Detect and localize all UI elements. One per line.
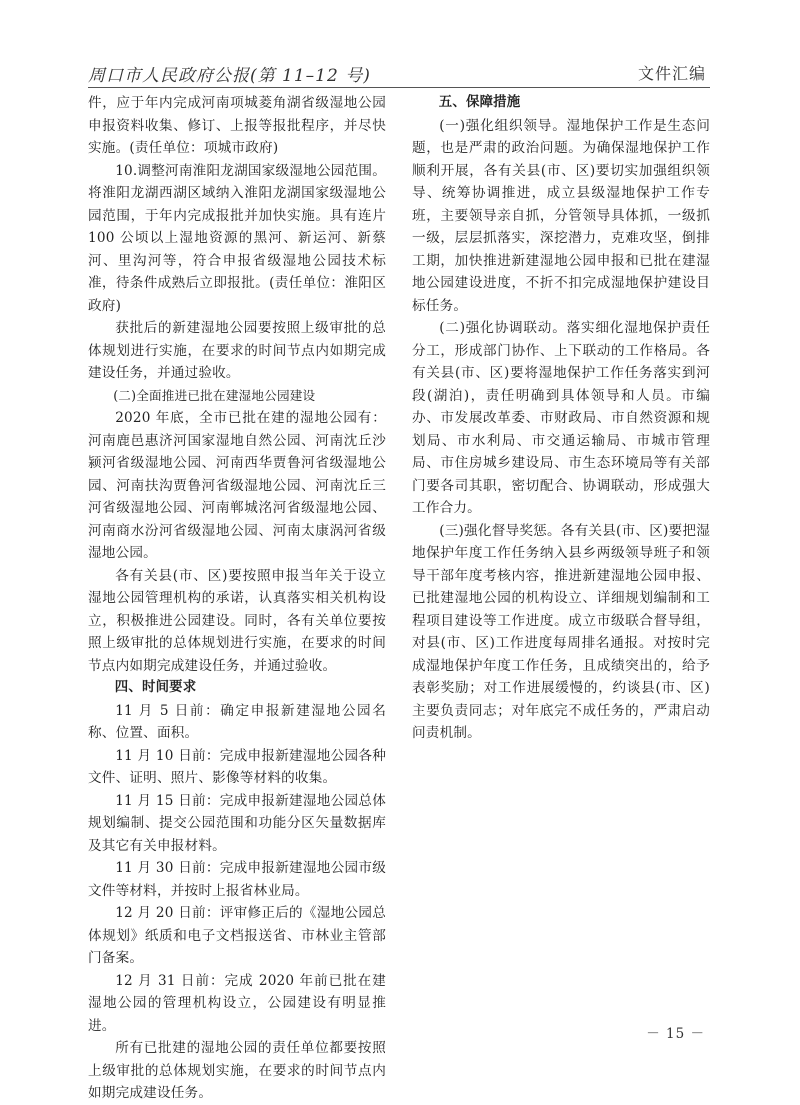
gazette-title: 周口市人民政府公报(第 11–12 号) [88, 66, 371, 86]
paragraph: 10.调整河南淮阳龙湖国家级湿地公园范围。将淮阳龙湖西湖区域纳入淮阳龙湖国家级湿地公园范围，于年内完成报批并加快实施。具有连片 100 公顷以上湿地资源的黑河、新运河、新蔡河、里沟河等，符合申报省级湿地公园技术标准，待条件成熟后立即报批。(责任单位：淮阳区政府) [88, 162, 386, 314]
paragraph: 所有已批建的湿地公园的责任单位都要按照上级审批的总体规划实施，在要求的时间节点内如期完成建设任务。 [88, 1040, 386, 1101]
paragraph: (一)强化组织领导。湿地保护工作是生态问题，也是严肃的政治问题。为确保湿地保护工作顺利开展，各有关县(市、区)要切实加强组织领导、统筹协调推进，成立县级湿地保护工作专班，主要领导亲自抓，分管领导具体抓，一级抓一级，层层抓落实，深挖潜力，克难攻坚，倒排工期，加快推进新建湿地公园申报和已批在建湿地公园建设进度，不折不扣完成湿地保护建设目标任务。 [412, 117, 710, 314]
paragraph: 12 月 31 日前：完成 2020 年前已批在建湿地公园的管理机构设立，公园建设有明显推进。 [88, 972, 386, 1034]
subsection-heading: (二)全面推进已批在建湿地公园建设 [113, 387, 316, 403]
section-title: 文件汇编 [637, 64, 706, 83]
paragraph: 11 月 15 日前：完成申报新建湿地公园总体规划编制、提交公园范围和功能分区矢量数据库及其它有关申报材料。 [88, 792, 386, 854]
paragraph: (三)强化督导奖惩。各有关县(市、区)要把湿地保护年度工作任务纳入县乡两级领导班子和领导干部年度考核内容，推进新建湿地公园申报、已批建湿地公园的机构设立、详细规划编制和工程项目建设等工作进度。成立市级联合督导组，对县(市、区)工作进度每周排名通报。对按时完成湿地保护年度工作任务，且成绩突出的，给予表彰奖励；对工作进展缓慢的，约谈县(市、区)主要负责同志；对年底完不成任务的，严肃启动问责机制。 [412, 522, 710, 741]
section-heading: 五、保障措施 [438, 95, 521, 110]
page-header [88, 57, 710, 88]
paragraph: 件，应于年内完成河南项城菱角湖省级湿地公园申报资料收集、修订、上报等报批程序，并尽快实施。(责任单位：项城市政府) [88, 95, 386, 156]
paragraph: 11 月 30 日前：完成申报新建湿地公园市级文件等材料，并按时上报省林业局。 [88, 860, 386, 899]
right-column [412, 92, 710, 745]
paragraph: 12 月 20 日前：评审修正后的《湿地公园总体规划》纸质和电子文档报送省、市林业主管部门备案。 [88, 905, 386, 966]
section-heading: 四、时间要求 [114, 680, 197, 695]
paragraph: 2020 年底，全市已批在建的湿地公园有：河南鹿邑惠济河国家湿地自然公园、河南沈丘沙颍河省级湿地公园、河南西华贾鲁河省级湿地公园、河南扶沟贾鲁河省级湿地公园、河南沈丘三河省级湿地公园、河南郸城洺河省级湿地公园、河南商水汾河省级湿地公园、河南太康涡河省级湿地公园。 [88, 410, 386, 561]
paragraph: 各有关县(市、区)要按照申报当年关于设立湿地公园管理机构的承诺，认真落实相关机构设立，积极推进公园建设。同时，各有关单位要按照上级审批的总体规划进行实施，在要求的时间节点内如期完成建设任务，并通过验收。 [88, 567, 386, 674]
paragraph: 获批后的新建湿地公园要按照上级审批的总体规划进行实施，在要求的时间节点内如期完成建设任务，并通过验收。 [88, 320, 386, 381]
paragraph: (二)强化协调联动。落实细化湿地保护责任分工，形成部门协作、上下联动的工作格局。各有关县(市、区)要将湿地保护工作任务落实到河段(湖泊)，责任明确到具体领导和人员。市编办、市发展改革委、市财政局、市自然资源和规划局、市水利局、市交通运输局、市城市管理局、市住房城乡建设局、市生态环境局等有关部门要各司其职，密切配合、协调联动，形成强大工作合力。 [412, 320, 710, 516]
paragraph: 11 月 5 日前：确定申报新建湿地公园名称、位置、面积。 [88, 702, 386, 741]
page-number: － 15 － [646, 1026, 705, 1042]
left-column [88, 92, 386, 1105]
paragraph: 11 月 10 日前：完成申报新建湿地公园各种文件、证明、照片、影像等材料的收集。 [88, 747, 386, 786]
